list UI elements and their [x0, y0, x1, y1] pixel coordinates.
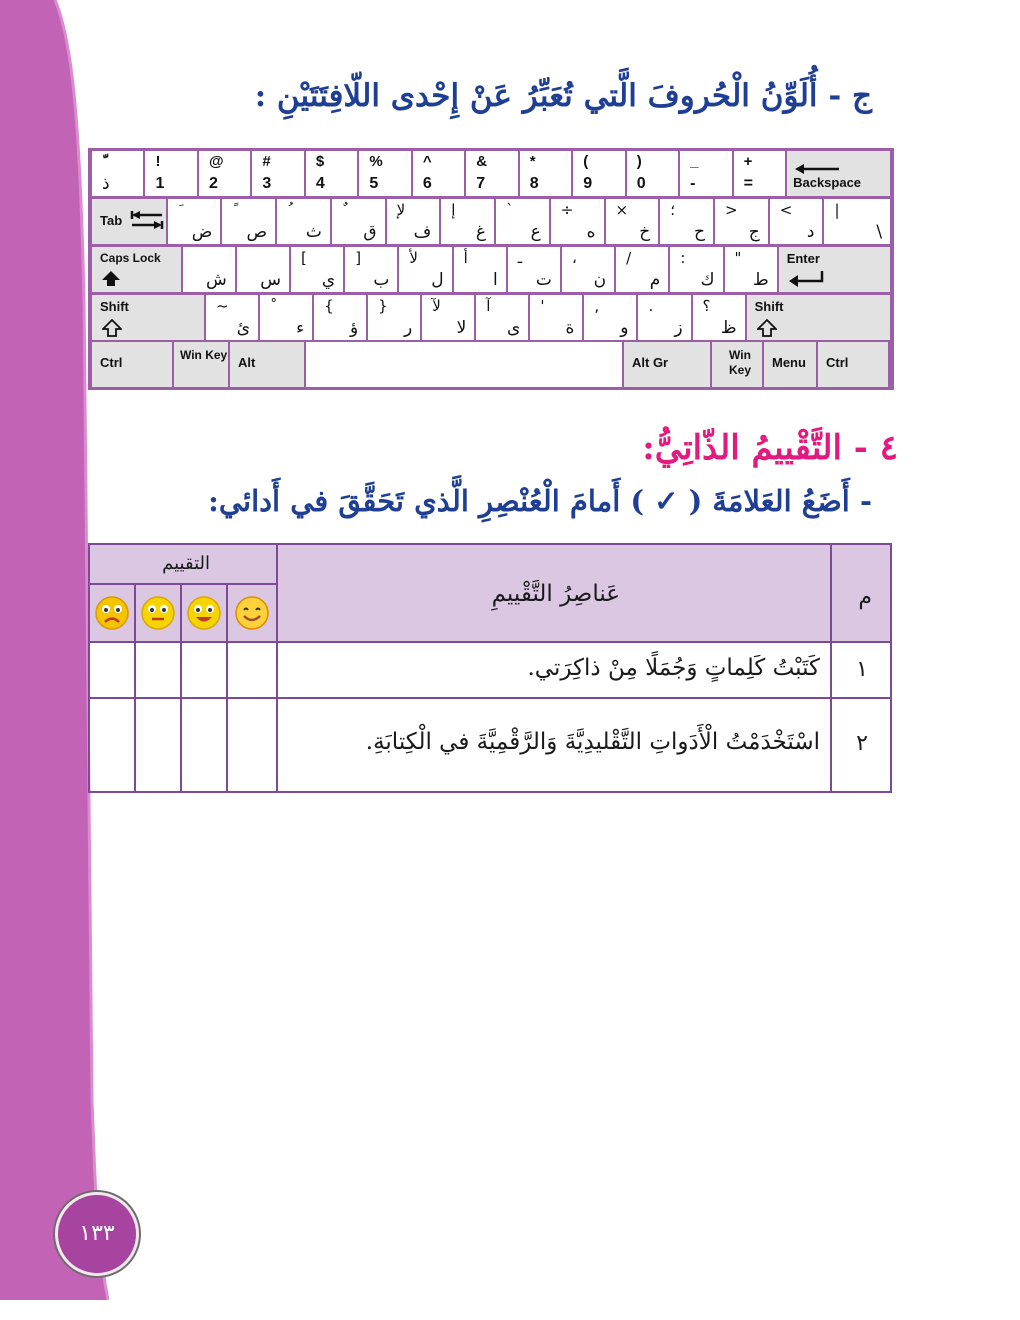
key-number: 8: [529, 175, 539, 192]
key-arabic-letter: ث: [305, 222, 322, 242]
key-arabic-letter: ش: [206, 270, 227, 290]
key-number: 9: [583, 175, 593, 192]
key-letter[interactable]: [530, 295, 582, 340]
column-number-label: م: [858, 585, 872, 610]
backspace-label: Backspace: [793, 175, 862, 190]
keyboard-row-bottom: [92, 295, 890, 340]
key-letter[interactable]: [660, 199, 713, 244]
menu-key[interactable]: [764, 342, 816, 387]
key-letter[interactable]: [422, 295, 474, 340]
key-number: 2: [208, 175, 218, 192]
key-shift-symbol: /: [626, 249, 632, 267]
key-arabic-letter: ص: [246, 222, 268, 242]
key-letter[interactable]: [508, 247, 560, 292]
key-arabic-letter: ت: [535, 270, 552, 290]
key-shift-symbol: .: [648, 297, 654, 315]
key-shift-symbol: ]: [355, 249, 362, 267]
key-shift-symbol: إ: [451, 201, 456, 219]
key-arabic-letter: خ: [639, 222, 651, 242]
shift-arrow-icon: [102, 319, 122, 340]
enter-arrow-icon: [789, 271, 825, 292]
key-number: 4: [315, 175, 325, 192]
key-shift-symbol: ": [734, 249, 742, 267]
key-letter[interactable]: [584, 295, 636, 340]
rating-checkbox-cell[interactable]: [134, 697, 182, 793]
key-arabic-letter: ر: [404, 318, 413, 338]
key-arabic-letter: ج: [748, 222, 760, 242]
key-number: -: [690, 175, 696, 192]
key-shift-symbol: ': [540, 297, 545, 315]
key-arabic-letter: ع: [530, 222, 541, 242]
backspace-key[interactable]: [787, 151, 890, 196]
key-shift-symbol: +: [743, 153, 753, 170]
sad-face-icon: [94, 595, 130, 631]
key-shift-symbol: {: [324, 297, 334, 315]
key-arabic-letter: ظ: [720, 318, 737, 338]
rating-face-cell: [88, 583, 136, 643]
exercise-c-heading: ج - أُلَوِّنُ الْحُروفَ الَّتي تُعَبِّرُ عَنْ إِحْدى اللّافِتَتَيْنِ :: [254, 78, 872, 114]
key-letter[interactable]: [260, 295, 312, 340]
rating-face-cell: [180, 583, 228, 643]
rating-checkbox-cell[interactable]: [226, 697, 278, 793]
table-row-text: [276, 641, 832, 699]
key-9[interactable]: [573, 151, 624, 196]
key--[interactable]: [680, 151, 731, 196]
key-letter[interactable]: [332, 199, 385, 244]
column-elements-label: عَناصِرُ التَّقْييمِ: [491, 581, 620, 607]
keyboard-row-home: [92, 247, 890, 292]
key-shift-symbol: $: [315, 153, 325, 170]
caps-lock-icon: [102, 271, 120, 292]
key-arabic-letter: ز: [674, 318, 683, 338]
key-shift-symbol: ×: [615, 201, 629, 219]
key-shift-symbol: :: [680, 249, 686, 267]
key-arabic-letter: ه: [586, 222, 596, 242]
key-shift-symbol: ؛: [670, 201, 676, 219]
key-letter[interactable]: [168, 199, 221, 244]
key-shift-symbol: ~: [215, 297, 229, 315]
key-letter[interactable]: [206, 295, 258, 340]
rating-checkbox-cell[interactable]: [88, 697, 136, 793]
shift-label: Shift: [754, 299, 784, 314]
key-number: 5: [369, 175, 379, 192]
key-arabic-letter: ء: [296, 318, 305, 338]
alt-key-label: Alt: [238, 355, 256, 370]
key-arabic-letter: ك: [700, 270, 715, 290]
rating-checkbox-cell[interactable]: [180, 641, 228, 699]
space-bar[interactable]: [306, 342, 622, 387]
key-letter[interactable]: [222, 199, 275, 244]
key-letter[interactable]: [824, 199, 890, 244]
arabic-keyboard: [88, 148, 894, 390]
row-number-label: ١: [856, 657, 868, 682]
table-row-number: [830, 641, 892, 699]
key-arabic-letter: و: [620, 318, 629, 338]
column-number-header: [830, 543, 892, 643]
key-backtick[interactable]: [92, 151, 143, 196]
key-letter[interactable]: [399, 247, 451, 292]
key-shift-symbol: لإ: [396, 201, 406, 219]
rating-checkbox-cell[interactable]: [180, 697, 228, 793]
key-shift-symbol: %: [369, 153, 383, 170]
key-=[interactable]: [734, 151, 785, 196]
key-number: 7: [476, 175, 486, 192]
row-number-label: ٢: [856, 731, 868, 756]
enter-label: Enter: [786, 251, 820, 266]
key-1[interactable]: [145, 151, 196, 196]
key-arabic-letter: ن: [593, 270, 607, 290]
left-ctrl-key[interactable]: [92, 342, 172, 387]
key-arabic-letter: م: [649, 270, 661, 290]
key-arabic-letter: د: [806, 222, 815, 242]
keyboard-row-space: [92, 342, 890, 387]
key-shift-symbol: `: [506, 201, 514, 219]
key-arabic-letter: ى: [507, 318, 521, 338]
column-rating-header: [88, 543, 278, 585]
tab-label: Tab: [100, 213, 123, 228]
key-arabic-letter: ط: [752, 270, 769, 290]
key-shift-symbol: أ: [463, 249, 468, 267]
column-elements-header: [276, 543, 832, 643]
key-letter[interactable]: [368, 295, 420, 340]
right-ctrl-key-label: Ctrl: [826, 355, 849, 370]
tab-key[interactable]: [92, 199, 166, 244]
key-letter[interactable]: [345, 247, 397, 292]
key-letter[interactable]: [277, 199, 330, 244]
left-shift-key[interactable]: [92, 295, 204, 340]
self-assessment-instruction: - أَضَعُ العَلامَةَ ( ✓ ) أَمامَ الْعُنْصِرِ الَّذي تَحَقَّقَ في أَدائي:: [208, 484, 872, 518]
tab-arrows-icon: [130, 209, 164, 236]
key-7[interactable]: [466, 151, 517, 196]
arrow-left-icon: [795, 161, 839, 179]
key-4[interactable]: [306, 151, 357, 196]
rating-face-cell: [226, 583, 278, 643]
shift-arrow-icon: [757, 319, 777, 340]
key-shift-symbol: &: [476, 153, 488, 170]
key-3[interactable]: [252, 151, 303, 196]
key-letter[interactable]: [606, 199, 659, 244]
rating-checkbox-cell[interactable]: [88, 641, 136, 699]
key-shift-symbol: لآ: [432, 297, 441, 315]
alt-gr-key[interactable]: [624, 342, 710, 387]
key-letter[interactable]: [441, 199, 494, 244]
key-number: =: [743, 175, 753, 192]
key-arabic-letter: ف: [413, 222, 432, 242]
key-shift-symbol: ـ: [517, 249, 523, 267]
happy-face-icon: [234, 595, 270, 631]
neutral-face-icon: [140, 595, 176, 631]
key-letter[interactable]: [715, 199, 768, 244]
key-shift-symbol: #: [262, 153, 271, 170]
right-ctrl-key[interactable]: [818, 342, 888, 387]
key-letter[interactable]: [551, 199, 604, 244]
left-ctrl-key-label: Ctrl: [100, 355, 123, 370]
key-arabic-letter: ة: [565, 318, 575, 338]
left-win-key-label: Win Key: [180, 348, 228, 362]
key-letter[interactable]: [291, 247, 343, 292]
key-number: 3: [262, 175, 272, 192]
key-letter[interactable]: [616, 247, 668, 292]
menu-key-label: Menu: [772, 355, 806, 370]
key-letter[interactable]: [237, 247, 289, 292]
key-letter[interactable]: [387, 199, 440, 244]
key-6[interactable]: [413, 151, 464, 196]
key-shift-symbol: (: [583, 153, 589, 170]
key-letter[interactable]: [725, 247, 777, 292]
key-arabic-letter: ح: [693, 222, 705, 242]
key-arabic-letter: ض: [191, 222, 213, 242]
key-number: 6: [422, 175, 432, 192]
key-shift-symbol: @: [208, 153, 224, 170]
key-letter[interactable]: [670, 247, 722, 292]
self-assessment-table: [88, 543, 892, 793]
key-letter[interactable]: [496, 199, 549, 244]
key-arabic-letter: ئ: [236, 318, 251, 338]
rating-face-cell: [134, 583, 182, 643]
key-letter[interactable]: [693, 295, 745, 340]
key-arabic-letter: ل: [431, 270, 444, 290]
key-shift-symbol: !: [155, 153, 161, 170]
table-row-number: [830, 697, 892, 793]
key-arabic-letter: ؤ: [349, 318, 359, 338]
key-arabic-letter: ا: [493, 270, 498, 290]
key-shift-symbol: <: [779, 201, 793, 219]
key-shift-symbol: ,: [594, 297, 600, 315]
key-arabic-letter: ذ: [102, 174, 110, 194]
alt-key[interactable]: [230, 342, 304, 387]
key-letter[interactable]: [638, 295, 690, 340]
key-arabic-letter: ب: [373, 270, 390, 290]
key-shift-symbol: [: [301, 249, 307, 267]
key-shift-symbol: ÷: [560, 201, 574, 219]
key-shift-symbol: ؟: [702, 297, 711, 315]
row-text-label: اسْتَخْدَمْتُ الْأَدَواتِ التَّقْليدِيَّةَ وَالرَّقْمِيَّةَ في الْكِتابَةِ.: [365, 729, 820, 755]
key-number: 1: [155, 175, 165, 192]
smiling-face-icon: [186, 595, 222, 631]
enter-key[interactable]: [779, 247, 890, 292]
key-shift-symbol: *: [529, 153, 536, 170]
key-2[interactable]: [199, 151, 250, 196]
keyboard-row-numbers: [92, 151, 890, 196]
row-text-label: كَتَبْتُ كَلِماتٍ وَجُمَلًا مِنْ ذاكِرَتي.: [527, 655, 820, 681]
table-row-text: [276, 697, 832, 793]
column-rating-label: التقييم: [162, 553, 210, 574]
key-arabic-letter: \: [876, 222, 883, 242]
key-number: 0: [636, 175, 646, 192]
left-win-key[interactable]: [174, 342, 228, 387]
self-assessment-title: ٤ - التَّقْييمُ الذّاتِيُّ:: [642, 428, 898, 468]
caps-lock-label: Caps Lock: [100, 251, 161, 265]
rating-checkbox-cell[interactable]: [134, 641, 182, 699]
key-arabic-letter: غ: [475, 222, 487, 242]
shift-label: Shift: [100, 299, 129, 314]
right-shift-key[interactable]: [747, 295, 890, 340]
key-8[interactable]: [520, 151, 571, 196]
key-letter[interactable]: [770, 199, 823, 244]
page-number-badge: ١٣٣: [55, 1192, 139, 1276]
key-shift-symbol: ،: [571, 249, 577, 267]
key-letter[interactable]: [476, 295, 528, 340]
key-shift-symbol: >: [724, 201, 738, 219]
right-win-key-label: Win Key: [728, 348, 751, 377]
key-shift-symbol: _: [690, 153, 699, 170]
key-shift-symbol: ): [636, 153, 642, 170]
key-shift-symbol: آ: [486, 297, 491, 315]
key-letter[interactable]: [454, 247, 506, 292]
right-win-key[interactable]: [712, 342, 762, 387]
key-arabic-letter: ي: [321, 270, 336, 290]
key-arabic-letter: س: [260, 270, 281, 290]
alt-gr-key-label: Alt Gr: [632, 355, 669, 370]
keyboard-row-top: [92, 199, 890, 244]
key-shift-symbol: }: [378, 297, 388, 315]
key-arabic-letter: ق: [363, 222, 377, 242]
key-letter[interactable]: [183, 247, 235, 292]
key-letter[interactable]: [314, 295, 366, 340]
key-arabic-letter: لا: [456, 318, 467, 338]
caps-lock-key[interactable]: [92, 247, 181, 292]
rating-checkbox-cell[interactable]: [226, 641, 278, 699]
key-shift-symbol: ^: [422, 153, 432, 170]
key-0[interactable]: [627, 151, 678, 196]
key-5[interactable]: [359, 151, 410, 196]
key-letter[interactable]: [562, 247, 614, 292]
key-shift-symbol: |: [834, 201, 840, 219]
key-shift-symbol: لأ: [409, 249, 418, 267]
